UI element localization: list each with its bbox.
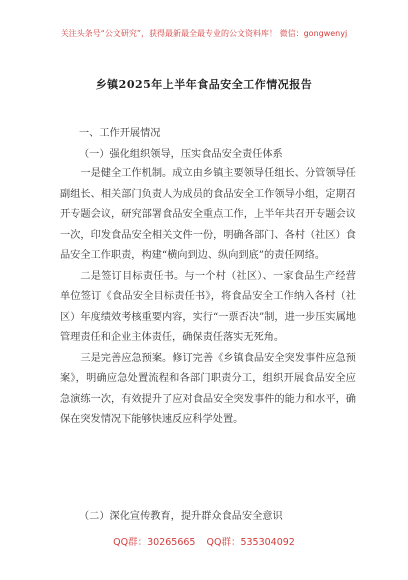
paragraph: 三是完善应急预案。修订完善《乡镇食品安全突发事件应急预案》，明确应急处置流程和各部门职责分工，组织开展食品安全应急演练一次，有效提升了应对食品安全突发事件的能力和水平，确保在突发情况下能够快速反应科学处置。 <box>60 352 356 425</box>
footer-qq-group: QQ群：30265665 <box>113 537 196 548</box>
document-title: 乡镇2025年上半年食品安全工作情况报告 <box>95 78 313 91</box>
header-banner: 关注头条号“公文研究”，获得最新最全最专业的公文资料库！ 微信：gongwenyj <box>60 29 348 38</box>
section-heading: 一、工作开展情况 <box>79 128 161 139</box>
paragraph: 一是健全工作机制。成立由乡镇主要领导任组长、分管领导任副组长、相关部门负责人为成员的食品安全工作领导小组，定期召开专题会议，研究部署食品安全重点工作，上半年共召开专题会议一次，印发食品安全相关文件一份，明确各部门、各村（社区）食品安全工作职责，构建“横向到边、纵向到底”的责任网络。 <box>60 168 356 261</box>
subsection-heading: （二）深化宣传教育，提升群众食品安全意识 <box>79 511 283 522</box>
footer-qq-groups <box>0 534 408 548</box>
paragraph: 二是签订目标责任书。与一个村（社区）、一家食品生产经营单位签订《食品安全目标责任书》，将食品安全工作纳入各村（社区）年度绩效考核重要内容，实行“一票否决”制，进一步压实属地管理责任和企业主体责任，确保责任落实无死角。 <box>60 270 356 343</box>
subsection-heading: （一）强化组织领导，压实食品安全责任体系 <box>79 149 283 160</box>
footer-qq-group: QQ群：535304092 <box>206 537 295 548</box>
document-body <box>60 164 356 431</box>
